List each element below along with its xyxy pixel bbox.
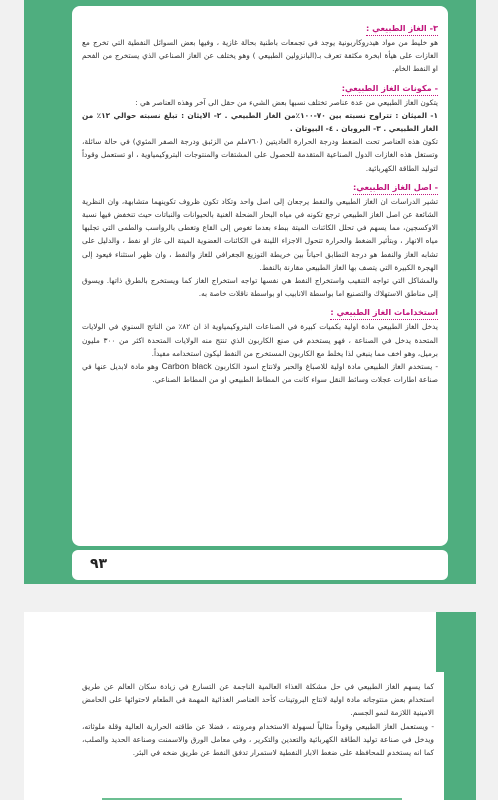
page-content-card-2 (72, 672, 444, 800)
page-number: ٩٣ (90, 556, 108, 572)
page-94 (24, 612, 476, 800)
section-title-origin: - اصل الغاز الطبيعي: (353, 180, 438, 195)
paragraph-origin-2: والمشاكل التي تواجه التنقيب واستخراج النفط هي نفسها تواجه استخراج الغاز كما ويستخرج بالطرق ذاتها. ويسوق إلى مناطق الاستهلاك والتصنيع اما بواسطة الانابيب او بواسطة ناقلات خاصة به. (82, 276, 438, 299)
paragraph-uses-1: يدخل الغاز الطبيعي مادة اولية بكميات كبيرة في الصناعات البتروكيمياوية اذ ان ٨٢٪ من الناتج السنوي في الولايات المتحدة يدخل في الصناعة ، فهو يستخدم في صنع الكاربون الذي تنتج منه الولايات المتحدة اكثر من ٣٠٠ مليون برميل، وهو اخف مما ينبغي لذا يخلط مع الكاربون المستخرج من النفط ليكون استخدامه مفيداً. (82, 322, 438, 358)
paragraph-components-body: تكون هذه العناصر تحت الضغط ودرجة الحرارة العاديتين (٧٦٠ملم من الزئبق ودرجة الصفر المئوي) في حالة سائلة، وتستغل هذه الغازات الدول الصناعية المتقدمة للحصول على المشتقات والمنتوجات البتروكيمياوية ، او تستعمل وقوداً لتوليد الطاقة الكهربائية. (82, 137, 438, 173)
paragraph-components-intro: يتكون الغاز الطبيعي من عدة عناصر تختلف نسبها بعض الشيء من حقل الى آخر وهذه العناصر هي : (135, 97, 438, 107)
paragraph-components-list: ١- الميثان : تتراوح نسبته بين ٧٠-١٠٠٪من الغاز الطبيعي . ٢- الايثان : تبلغ نسبته حوالي ١٢٪ من الغاز الطبيعي . ٣- البروبان . ٤- البيوتان . (82, 110, 438, 134)
paragraph-fuel-uses: - ويستعمل الغاز الطبيعي وقوداً مثالياً لسهولة الاستخدام ومرونته ، فضلا عن طاقته الحرارية العالية وقلة ملوثاته، ويدخل في صناعة توليد الطاقة الكهربائية والتعدين والتكرير ، وفي معامل الورق والاسمنت وصناعة الحديد والصلب، كما انه يستخدم للمحافظة على ضغط الابار النفطية لاستمرار تدفق النفط عن طريق ضخه في البئر. (82, 721, 434, 758)
carbon-black-term: Carbon black (161, 361, 212, 372)
uses-2-text-a: - يستخدم الغاز الطبيعي مادة اولية للاصباغ والحبر ولانتاج اسود الكاربون (214, 362, 438, 372)
paragraph-food-problem: كما يسهم الغاز الطبيعي في حل مشكلة الغذاء العالمية الناجمة عن التسارع في زيادة سكان العالم عن طريق استخدام بعض منتوجاته مادة اولية لانتاج البروتينات كأحد العناصر الغذائية المهمة في الطعام لاحتوائها على الحامض الامينية اللازمة لنمو الجسم. (82, 682, 434, 718)
section-title-uses: استخدامات الغاز الطبيعي : (330, 305, 438, 320)
uses-2-text-b: وهو مادة لابديل عنها في صناعة اطارات عجلات وسائط النقل سواء كانت من المطاط الطبيعي او من المطاط الصناعي. (82, 362, 438, 385)
page-content-card (72, 6, 448, 546)
paragraph-uses-2 (72, 360, 448, 386)
page-footer (72, 550, 448, 580)
paragraph-definition: هو خليط من مواد هيدروكاربونية يوجد في تجمعات باطنية بحالة غازية ، وفيها بعض السوائل النفطية التي تخرج مع الغازات على هيأة ابخرة مكثفة تعرف بـ(البانزولين الطبيعي ) وهو يختلف عن الغاز الصناعي الذي يستخرج من الفحم او النفط الخام. (82, 38, 438, 74)
page-gap (0, 584, 498, 612)
section-title-components: - مكونات الغاز الطبيعي: (342, 81, 438, 96)
paragraph-origin: تشير الدراسات ان الغاز الطبيعي والنفط يرجعان إلى اصل واحد وتكاد تكون ظروف تكوينهما متشابهة، وان النظرية الشائعة عن اصل الغاز الطبيعي ترجع تكونه في مياه البحار الضحلة الغنية بالحيوانات والنباتات حيث تنخفض فيها نسبة الاوكسجين، مما يسهم في تحلل الكائنات الميتة ببطء بعدما تغوص إلى القاع وتغطى بالرواسب والطمى التي تجلبها مياه الانهار ، وبتأثير الضغط والحرارة تتحول الاجزاء اللينة في الكائنات العضوية الميتة الى غاز او نفط ، والدليل على تشابه الغاز والنفط هو درجة التطابق احياناً بين خريطة التوزيع الجغرافي للغاز والنفط ، وان ظهر استثناء فيعود إلى الهجرة الكبيرة التي يتصف بها الغاز الطبيعي مقارنة بالنفط. (82, 196, 438, 272)
page-93 (24, 0, 476, 584)
section-title-natural-gas: ٣- الغاز الطبيعي : (366, 21, 438, 36)
